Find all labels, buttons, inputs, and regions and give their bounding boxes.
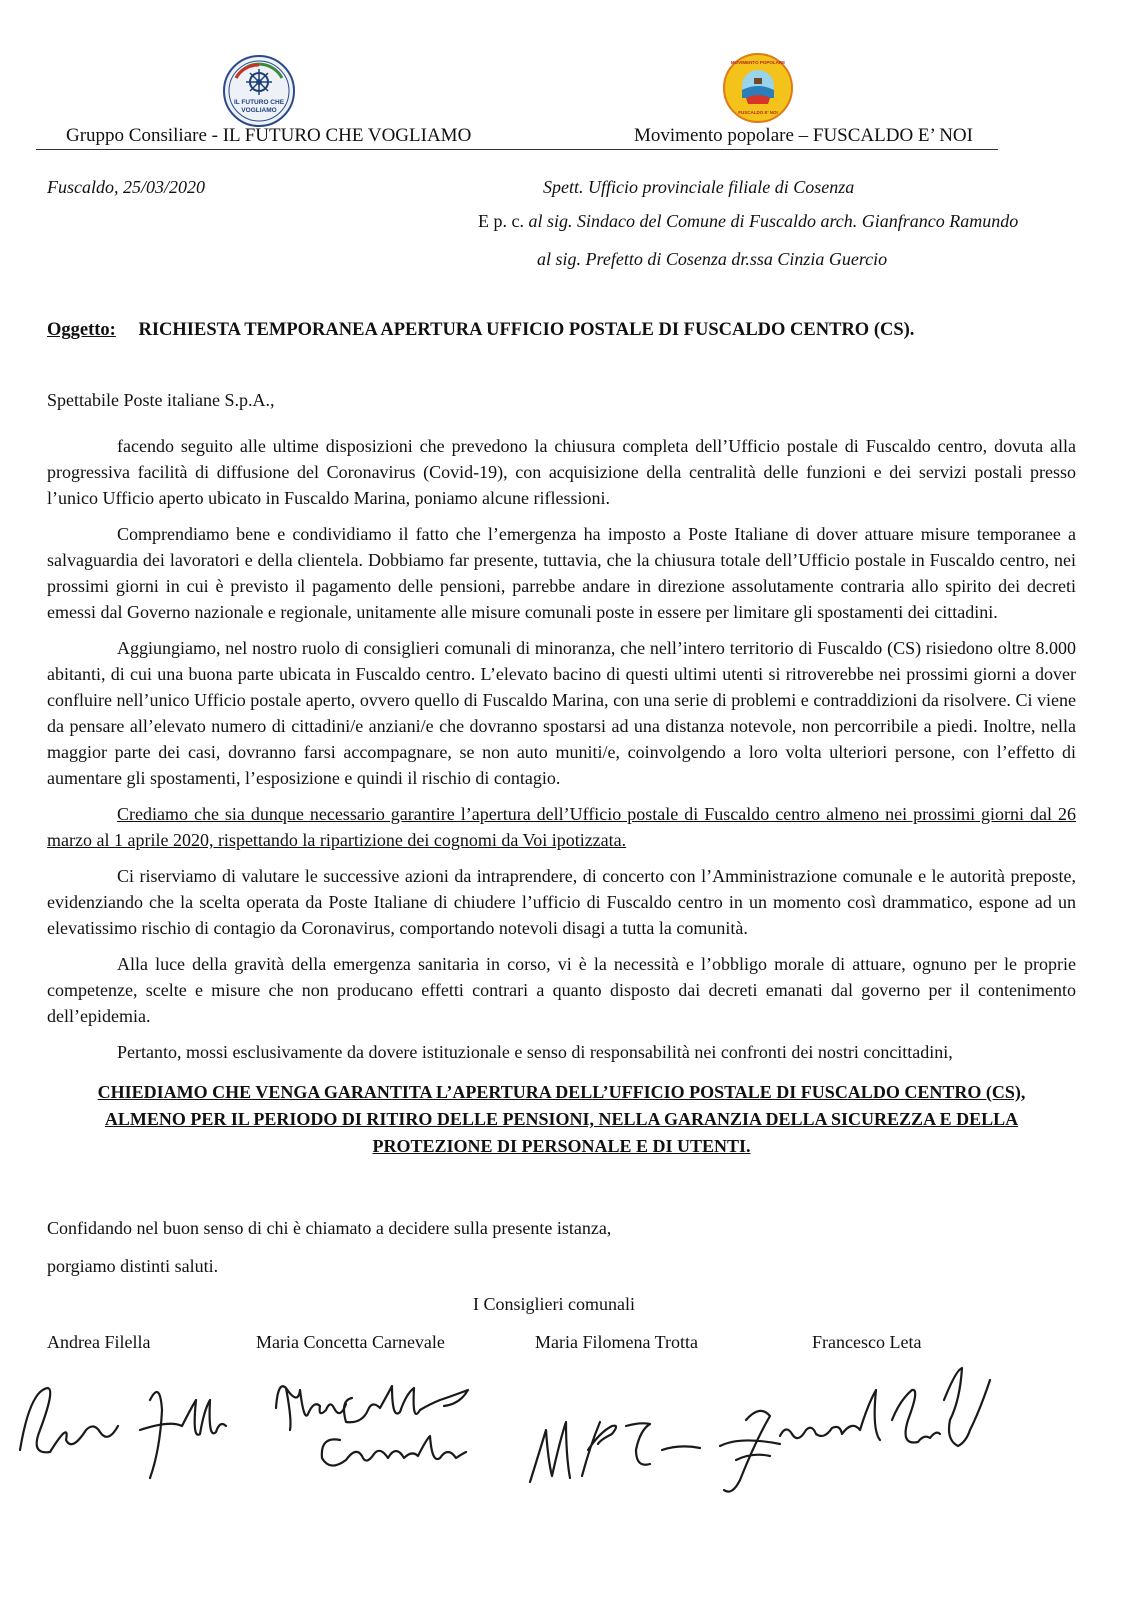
header-divider bbox=[36, 149, 998, 150]
recipient-line-2 bbox=[478, 211, 1018, 232]
signatures bbox=[0, 1360, 1148, 1500]
paragraph-3: Aggiungiamo, nel nostro ruolo di consiglieri comunali di minoranza, che nell’intero territorio di Fuscaldo (CS) risiedono oltre 8.000 abitanti, di cui una buona parte ubicata in Fuscaldo centro. L’elevato bacino di questi ultimi utenti si ritroverebbe nei prossimi giorni a dover confluire nell’unico Ufficio postale aperto, ovvero quello di Fuscaldo Marina, con una serie di problemi e contraddizioni da risolvere. Ci viene da pensare all’elevato numero di cittadini/e anziani/e che dovranno spostarsi ad una distanza notevole, non percorribile a piedi. Inoltre, nella maggior parte dei casi, dovranno farsi accompagnare, se non auto muniti/e, coinvolgendo a loro volta ulteriori persone, con l’effetto di aumentare gli spostamenti, l’esposizione e quindi il rischio di contagio. bbox=[47, 638, 1076, 788]
request-line-1: CHIEDIAMO CHE VENGA GARANTITA L’APERTURA DELL’UFFICIO POSTALE DI FUSCALDO CENTRO (CS), bbox=[97, 1082, 1026, 1102]
letter-body bbox=[47, 433, 1076, 1160]
signatory-name-4: Francesco Leta bbox=[812, 1332, 922, 1352]
paragraph-5: Ci riserviamo di valutare le successive azioni da intraprendere, di concerto con l’Amministrazione comunale e le autorità preposte, evidenziando che la scelta operata da Poste Italiane di chiudere l’ufficio di Fuscaldo centro in un momento così drammatico, espone ad un elevatissimo rischio di contagio da Coronavirus, comportando notevoli disagi a tutta la comunità. bbox=[47, 866, 1076, 938]
signatory-name-3: Maria Filomena Trotta bbox=[535, 1332, 698, 1352]
subject-line bbox=[47, 320, 914, 341]
left-group-label: Gruppo Consiliare - IL FUTURO CHE VOGLIAMO bbox=[66, 125, 472, 146]
subject-text: RICHIESTA TEMPORANEA APERTURA UFFICIO POSTALE DI FUSCALDO CENTRO (CS). bbox=[138, 320, 915, 340]
recipient-line-3: al sig. Prefetto di Cosenza dr.ssa Cinzia Guercio bbox=[537, 249, 888, 269]
request-line-2: ALMENO PER IL PERIODO DI RITIRO DELLE PENSIONI, NELLA GARANZIA DELLA SICUREZZA E DELLA bbox=[104, 1109, 1019, 1129]
signature-maria-concetta-carnevale bbox=[276, 1386, 468, 1466]
signature-andrea-filella bbox=[20, 1388, 226, 1478]
right-group-label: Movimento popolare – FUSCALDO E’ NOI bbox=[634, 125, 973, 146]
signatory-name-1: Andrea Filella bbox=[47, 1332, 151, 1352]
signatory-name-2: Maria Concetta Carnevale bbox=[256, 1332, 445, 1352]
paragraph-2: Comprendiamo bene e condividiamo il fatto che l’emergenza ha imposto a Poste Italiane di dover attuare misure temporanee a salvaguardia dei lavoratori e della clientela. Dobbiamo far presente, tuttavia, che la chiusura totale dell’Ufficio postale in Fuscaldo centro, nei prossimi giorni in cui è previsto il pagamento delle pensioni, parrebbe andare in direzione assolutamente contraria allo spirito dei decreti emessi dal Governo nazionale e regionale, unitamente alle misure comunali poste in essere per limitare gli spostamenti dei cittadini. bbox=[47, 524, 1076, 622]
svg-text:VOGLIAMO: VOGLIAMO bbox=[241, 107, 277, 114]
closing-line-2: porgiamo distinti saluti. bbox=[47, 1256, 219, 1276]
right-logo bbox=[722, 52, 794, 124]
salutation: Spettabile Poste italiane S.p.A., bbox=[47, 390, 275, 410]
ship-wheel-logo-icon bbox=[222, 54, 296, 128]
paragraph-1: facendo seguito alle ultime disposizioni che prevedono la chiusura completa dell’Ufficio postale di Fuscaldo centro, dovuta alla progressiva facilità di diffusione del Coronavirus (Covid-19), con acquisizione della centralità delle funzioni e dei servizi postali presso l’unico Ufficio aperto ubicato in Fuscaldo Marina, poniamo alcune riflessioni. bbox=[47, 436, 1076, 508]
signature-maria-filomena-trotta bbox=[530, 1422, 700, 1482]
signatories-title: I Consiglieri comunali bbox=[473, 1294, 635, 1314]
sun-sea-logo-icon bbox=[722, 52, 794, 124]
left-logo bbox=[222, 54, 296, 128]
svg-text:IL FUTURO CHE: IL FUTURO CHE bbox=[233, 99, 285, 106]
place-date: Fuscaldo, 25/03/2020 bbox=[47, 177, 205, 197]
recipient-line-1: Spett. Ufficio provinciale filiale di Cosenza bbox=[543, 177, 855, 197]
paragraph-4-underlined: Crediamo che sia dunque necessario garantire l’apertura dell’Ufficio postale di Fuscaldo centro almeno nei prossimi giorni dal 26 marzo al 1 aprile 2020, rispettando la ripartizione dei cognomi da Voi ipotizzata. bbox=[47, 804, 1076, 850]
paragraph-7: Pertanto, mossi esclusivamente da dovere istituzionale e senso di responsabilità nei confronti dei nostri concittadini, bbox=[117, 1042, 953, 1062]
subject-label: Oggetto: bbox=[47, 320, 116, 340]
signature-francesco-leta bbox=[720, 1368, 990, 1492]
svg-text:FUSCALDO E' NOI: FUSCALDO E' NOI bbox=[738, 110, 778, 115]
paragraph-6: Alla luce della gravità della emergenza sanitaria in corso, vi è la necessità e l’obbligo morale di attuare, ognuno per le proprie competenze, scelte e misure che non producano effetti contrari a quanto disposto dai decreti emanati dal governo per il contenimento dell’epidemia. bbox=[47, 954, 1076, 1026]
recipient-mayor: al sig. Sindaco del Comune di Fuscaldo arch. Gianfranco Ramundo bbox=[528, 211, 1019, 231]
request-line-3: PROTEZIONE DI PERSONALE E DI UTENTI. bbox=[372, 1136, 751, 1156]
svg-text:MOVIMENTO POPOLARE: MOVIMENTO POPOLARE bbox=[730, 60, 786, 65]
epc-prefix: E p. c. bbox=[478, 211, 524, 231]
closing-line-1: Confidando nel buon senso di chi è chiamato a decidere sulla presente istanza, bbox=[47, 1218, 612, 1238]
